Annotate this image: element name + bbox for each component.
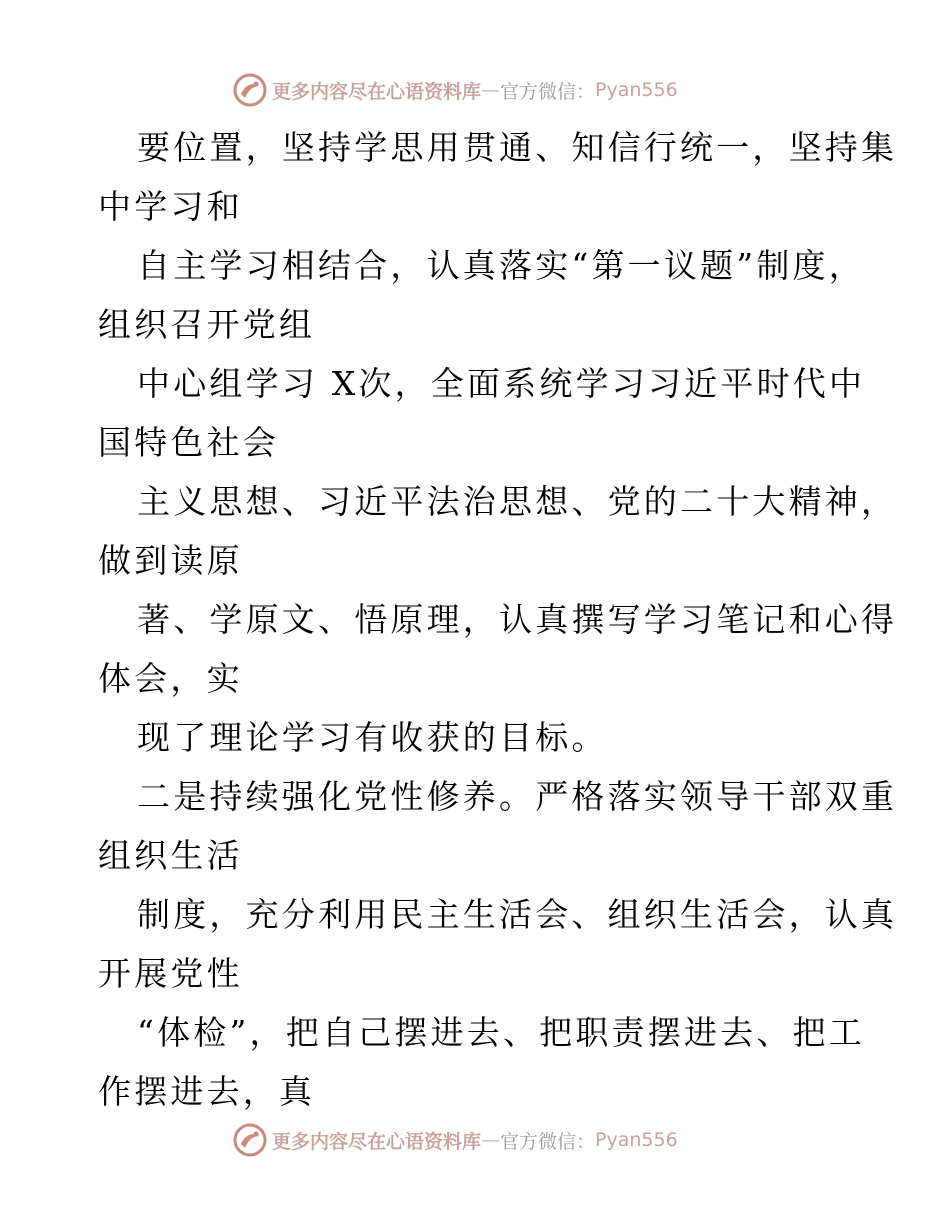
text-line: 中心组学习 X次，全面系统学习习近平时代中 [137, 364, 866, 403]
text-line: 制度，充分利用民主生活会、组织生活会，认真 [137, 895, 898, 934]
text-line: 作摆进去，真 [98, 1072, 316, 1111]
watermark-label: 官方微信： [500, 80, 596, 103]
document-body [98, 118, 898, 1121]
header-watermark [232, 72, 678, 108]
text-line: 中学习和 [98, 187, 243, 226]
footer-watermark [232, 1122, 678, 1158]
watermark-wechat-id: Pyan556 [595, 79, 678, 101]
text-line: 国特色社会 [98, 423, 279, 462]
brand-logo-icon [232, 72, 268, 108]
text-line: 著、学原文、悟原理，认真撰写学习笔记和心得 [137, 600, 898, 639]
watermark-brand-text: 更多内容尽在心语资料库 [272, 1130, 482, 1153]
text-line: 自主学习相结合，认真落实“第一议题”制度， [137, 246, 865, 285]
text-line: 体会，实 [98, 659, 243, 698]
watermark-label: 官方微信： [500, 1130, 596, 1153]
text-line: 组织生活 [98, 836, 243, 875]
text-line: 二是持续强化党性修养。严格落实领导干部双重 [137, 777, 898, 816]
watermark-wechat-id: Pyan556 [595, 1129, 678, 1151]
watermark-dash: — [481, 1129, 501, 1151]
text-line: 现了理论学习有收获的目标。 [137, 718, 608, 757]
text-line: 组织召开党组 [98, 305, 316, 344]
watermark-brand-text: 更多内容尽在心语资料库 [272, 80, 482, 103]
text-line: 要位置，坚持学思用贯通、知信行统一，坚持集 [137, 128, 898, 167]
text-line: 开展党性 [98, 954, 243, 993]
watermark-dash: — [481, 79, 501, 101]
text-line: 主义思想、习近平法治思想、党的二十大精神， [137, 482, 898, 521]
text-line: 做到读原 [98, 541, 243, 580]
brand-logo-icon [232, 1122, 268, 1158]
text-line: “体检”，把自己摆进去、把职责摆进去、把工 [137, 1013, 865, 1052]
